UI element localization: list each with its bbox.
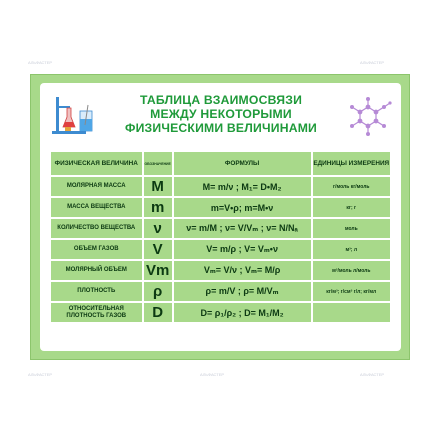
quantity-name: ПЛОТНОСТЬ (51, 282, 142, 301)
brand-watermark: АЛЬФАСТЕР (200, 372, 225, 377)
relations-table (49, 150, 392, 324)
quantity-name: ОТНОСИТЕЛЬНАЯ ПЛОТНОСТЬ ГАЗОВ (51, 303, 142, 322)
poster-header (40, 83, 401, 149)
table-row (51, 219, 390, 238)
poster-frame (30, 74, 410, 360)
title-line-2: МЕЖДУ НЕКОТОРЫМИ (150, 107, 292, 121)
molecule-icon (342, 93, 394, 141)
quantity-symbol: ν (144, 219, 172, 238)
header-quantity: ФИЗИЧЕСКАЯ ВЕЛИЧИНА (51, 152, 142, 175)
quantity-unit: кг/м³; г/см³ г/л; кг/мл (313, 282, 391, 301)
quantity-unit: м³; л (313, 240, 391, 259)
quantity-formula: D= ρ₁/ρ₂ ; D= M₁/M₂ (174, 303, 311, 322)
table-header-row (51, 152, 390, 175)
quantity-formula: Vₘ= V/ν ; Vₘ= M/ρ (174, 261, 311, 280)
quantity-symbol: m (144, 198, 172, 217)
poster-title (86, 93, 356, 135)
quantity-formula: M= m/ν ; M₁= D•M₂ (174, 177, 311, 196)
quantity-symbol: V (144, 240, 172, 259)
quantity-symbol: M (144, 177, 172, 196)
brand-watermark: АЛЬФАСТЕР (28, 60, 53, 65)
table-row (51, 240, 390, 259)
poster-panel (40, 83, 401, 351)
quantity-unit: кг; г (313, 198, 391, 217)
quantity-formula: V= m/ρ ; V= Vₘ•ν (174, 240, 311, 259)
table-row (51, 303, 390, 322)
quantity-unit: г/моль кг/моль (313, 177, 391, 196)
header-designation: ОБОЗНАЧЕНИЕ (144, 152, 172, 175)
quantity-name: ОБЪЕМ ГАЗОВ (51, 240, 142, 259)
table-row (51, 261, 390, 280)
quantity-unit: м³/моль л/моль (313, 261, 391, 280)
header-formulas: ФОРМУЛЫ (174, 152, 311, 175)
quantity-name: МАССА ВЕЩЕСТВА (51, 198, 142, 217)
title-line-1: ТАБЛИЦА ВЗАИМОСВЯЗИ (139, 93, 303, 107)
quantity-unit: моль (313, 219, 391, 238)
brand-watermark: АЛЬФАСТЕР (360, 60, 385, 65)
quantity-unit (313, 303, 391, 322)
table-row (51, 177, 390, 196)
table-row (51, 282, 390, 301)
quantity-symbol: ρ (144, 282, 172, 301)
quantity-formula: ν= m/M ; ν= V/Vₘ ; ν= N/Nₐ (174, 219, 311, 238)
quantity-formula: ρ= m/V ; ρ= M/Vₘ (174, 282, 311, 301)
quantity-name: КОЛИЧЕСТВО ВЕЩЕСТВА (51, 219, 142, 238)
title-line-3: ФИЗИЧЕСКИМИ ВЕЛИЧИНАМИ (124, 121, 318, 135)
quantity-formula: m=V•ρ; m=M•ν (174, 198, 311, 217)
brand-watermark: АЛЬФАСТЕР (360, 372, 385, 377)
header-units: ЕДИНИЦЫ ИЗМЕРЕНИЯ (313, 152, 391, 175)
quantity-symbol: D (144, 303, 172, 322)
quantity-symbol: Vm (144, 261, 172, 280)
brand-watermark: АЛЬФАСТЕР (28, 372, 53, 377)
quantity-name: МОЛЯРНЫЙ ОБЪЕМ (51, 261, 142, 280)
table-row (51, 198, 390, 217)
quantity-name: МОЛЯРНАЯ МАССА (51, 177, 142, 196)
